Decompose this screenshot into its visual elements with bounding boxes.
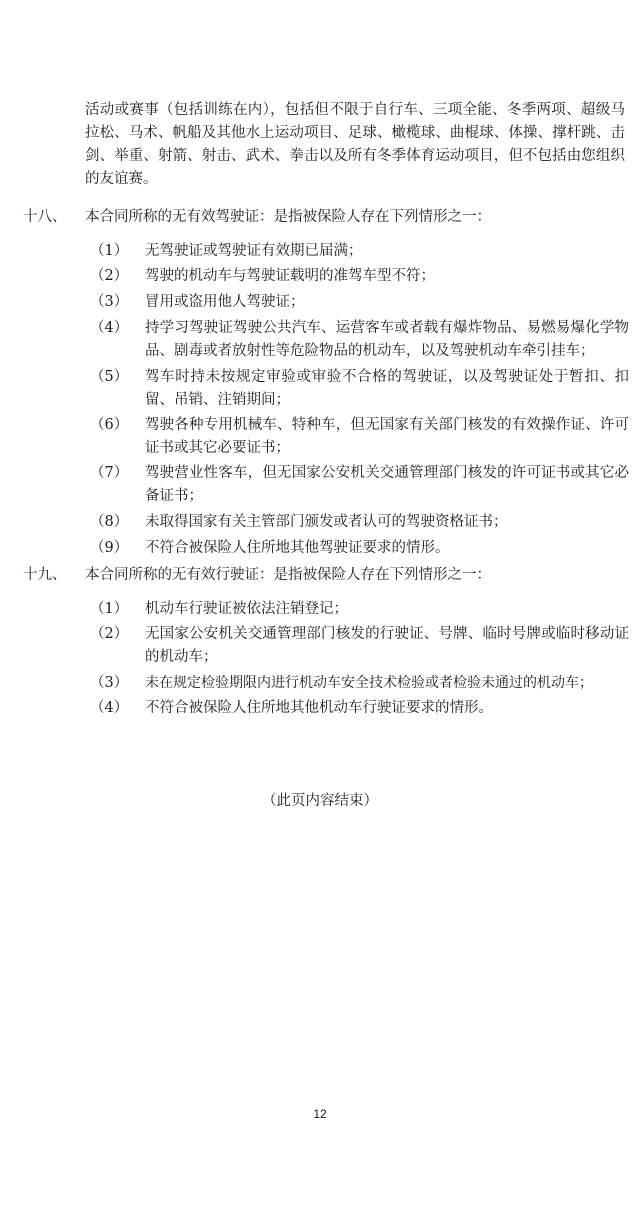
section-heading-text: 本合同所称的无有效行驶证：是指被保险人存在下列情形之一：	[85, 567, 491, 583]
item-text: 无驾驶证或驾驶证有效期已届满；	[145, 243, 363, 259]
section-heading-text: 本合同所称的无有效驾驶证：是指被保险人存在下列情形之一：	[85, 209, 491, 225]
item-text: 驾驶各种专用机械车、特种车，但无国家有关部门核发的有效操作证、许可证书或其它必要证书；	[145, 417, 629, 456]
item-number: （7）	[90, 465, 129, 481]
item-number: （3）	[90, 294, 129, 310]
item-number: （5）	[90, 369, 129, 385]
item-text: 不符合被保险人住所地其他机动车行驶证要求的情形。	[145, 700, 493, 716]
section-18-heading	[23, 206, 623, 229]
item-number: （1）	[90, 243, 129, 259]
item-number: （6）	[90, 417, 129, 433]
item-text: 未取得国家有关主管部门颁发或者认可的驾驶资格证书；	[145, 514, 508, 530]
item-number: （2）	[90, 268, 129, 284]
intro-paragraph: 活动或赛事（包括训练在内），包括但不限于自行车、三项全能、冬季两项、超级马拉松、马术、帆船及其他水上运动项目、足球、橄榄球、曲棍球、体操、撑杆跳、击剑、举重、射箭、射击、武术、拳击以及所有冬季体育运动项目，但不包括由您组织的友谊赛。	[85, 102, 625, 187]
item-number: （4）	[90, 320, 129, 336]
item-text: 持学习驾驶证驾驶公共汽车、运营客车或者载有爆炸物品、易燃易爆化学物品、剧毒或者放射性等危险物品的机动车，以及驾驶机动车牵引挂车；	[145, 320, 629, 359]
section-19-heading	[23, 564, 623, 587]
item-text: 无国家公安机关交通管理部门核发的行驶证、号牌、临时号牌或临时移动证的机动车；	[145, 626, 629, 665]
item-number: （4）	[90, 700, 129, 716]
item-number: （9）	[90, 540, 129, 556]
section-number: 十八、	[23, 209, 67, 225]
item-number: （2）	[90, 626, 129, 642]
item-text: 未在规定检验期限内进行机动车安全技术检验或者检验未通过的机动车；	[145, 675, 593, 691]
end-of-page-note: （此页内容结束）	[262, 793, 378, 809]
item-text: 机动车行驶证被依法注销登记；	[145, 601, 348, 617]
item-text: 不符合被保险人住所地其他驾驶证要求的情形。	[145, 540, 450, 556]
item-text: 驾驶的机动车与驾驶证载明的准驾车型不符；	[145, 268, 435, 284]
page-number: 12	[313, 1107, 327, 1121]
item-text: 驾车时持未按规定审验或审验不合格的驾驶证，以及驾驶证处于暂扣、扣留、吊销、注销期间；	[145, 369, 629, 408]
item-number: （3）	[90, 675, 129, 691]
item-text: 驾驶营业性客车，但无国家公安机关交通管理部门核发的许可证书或其它必备证书；	[145, 465, 629, 504]
item-text: 冒用或盗用他人驾驶证；	[145, 294, 305, 310]
section-number: 十九、	[23, 567, 67, 583]
item-number: （1）	[90, 601, 129, 617]
item-number: （8）	[90, 514, 129, 530]
